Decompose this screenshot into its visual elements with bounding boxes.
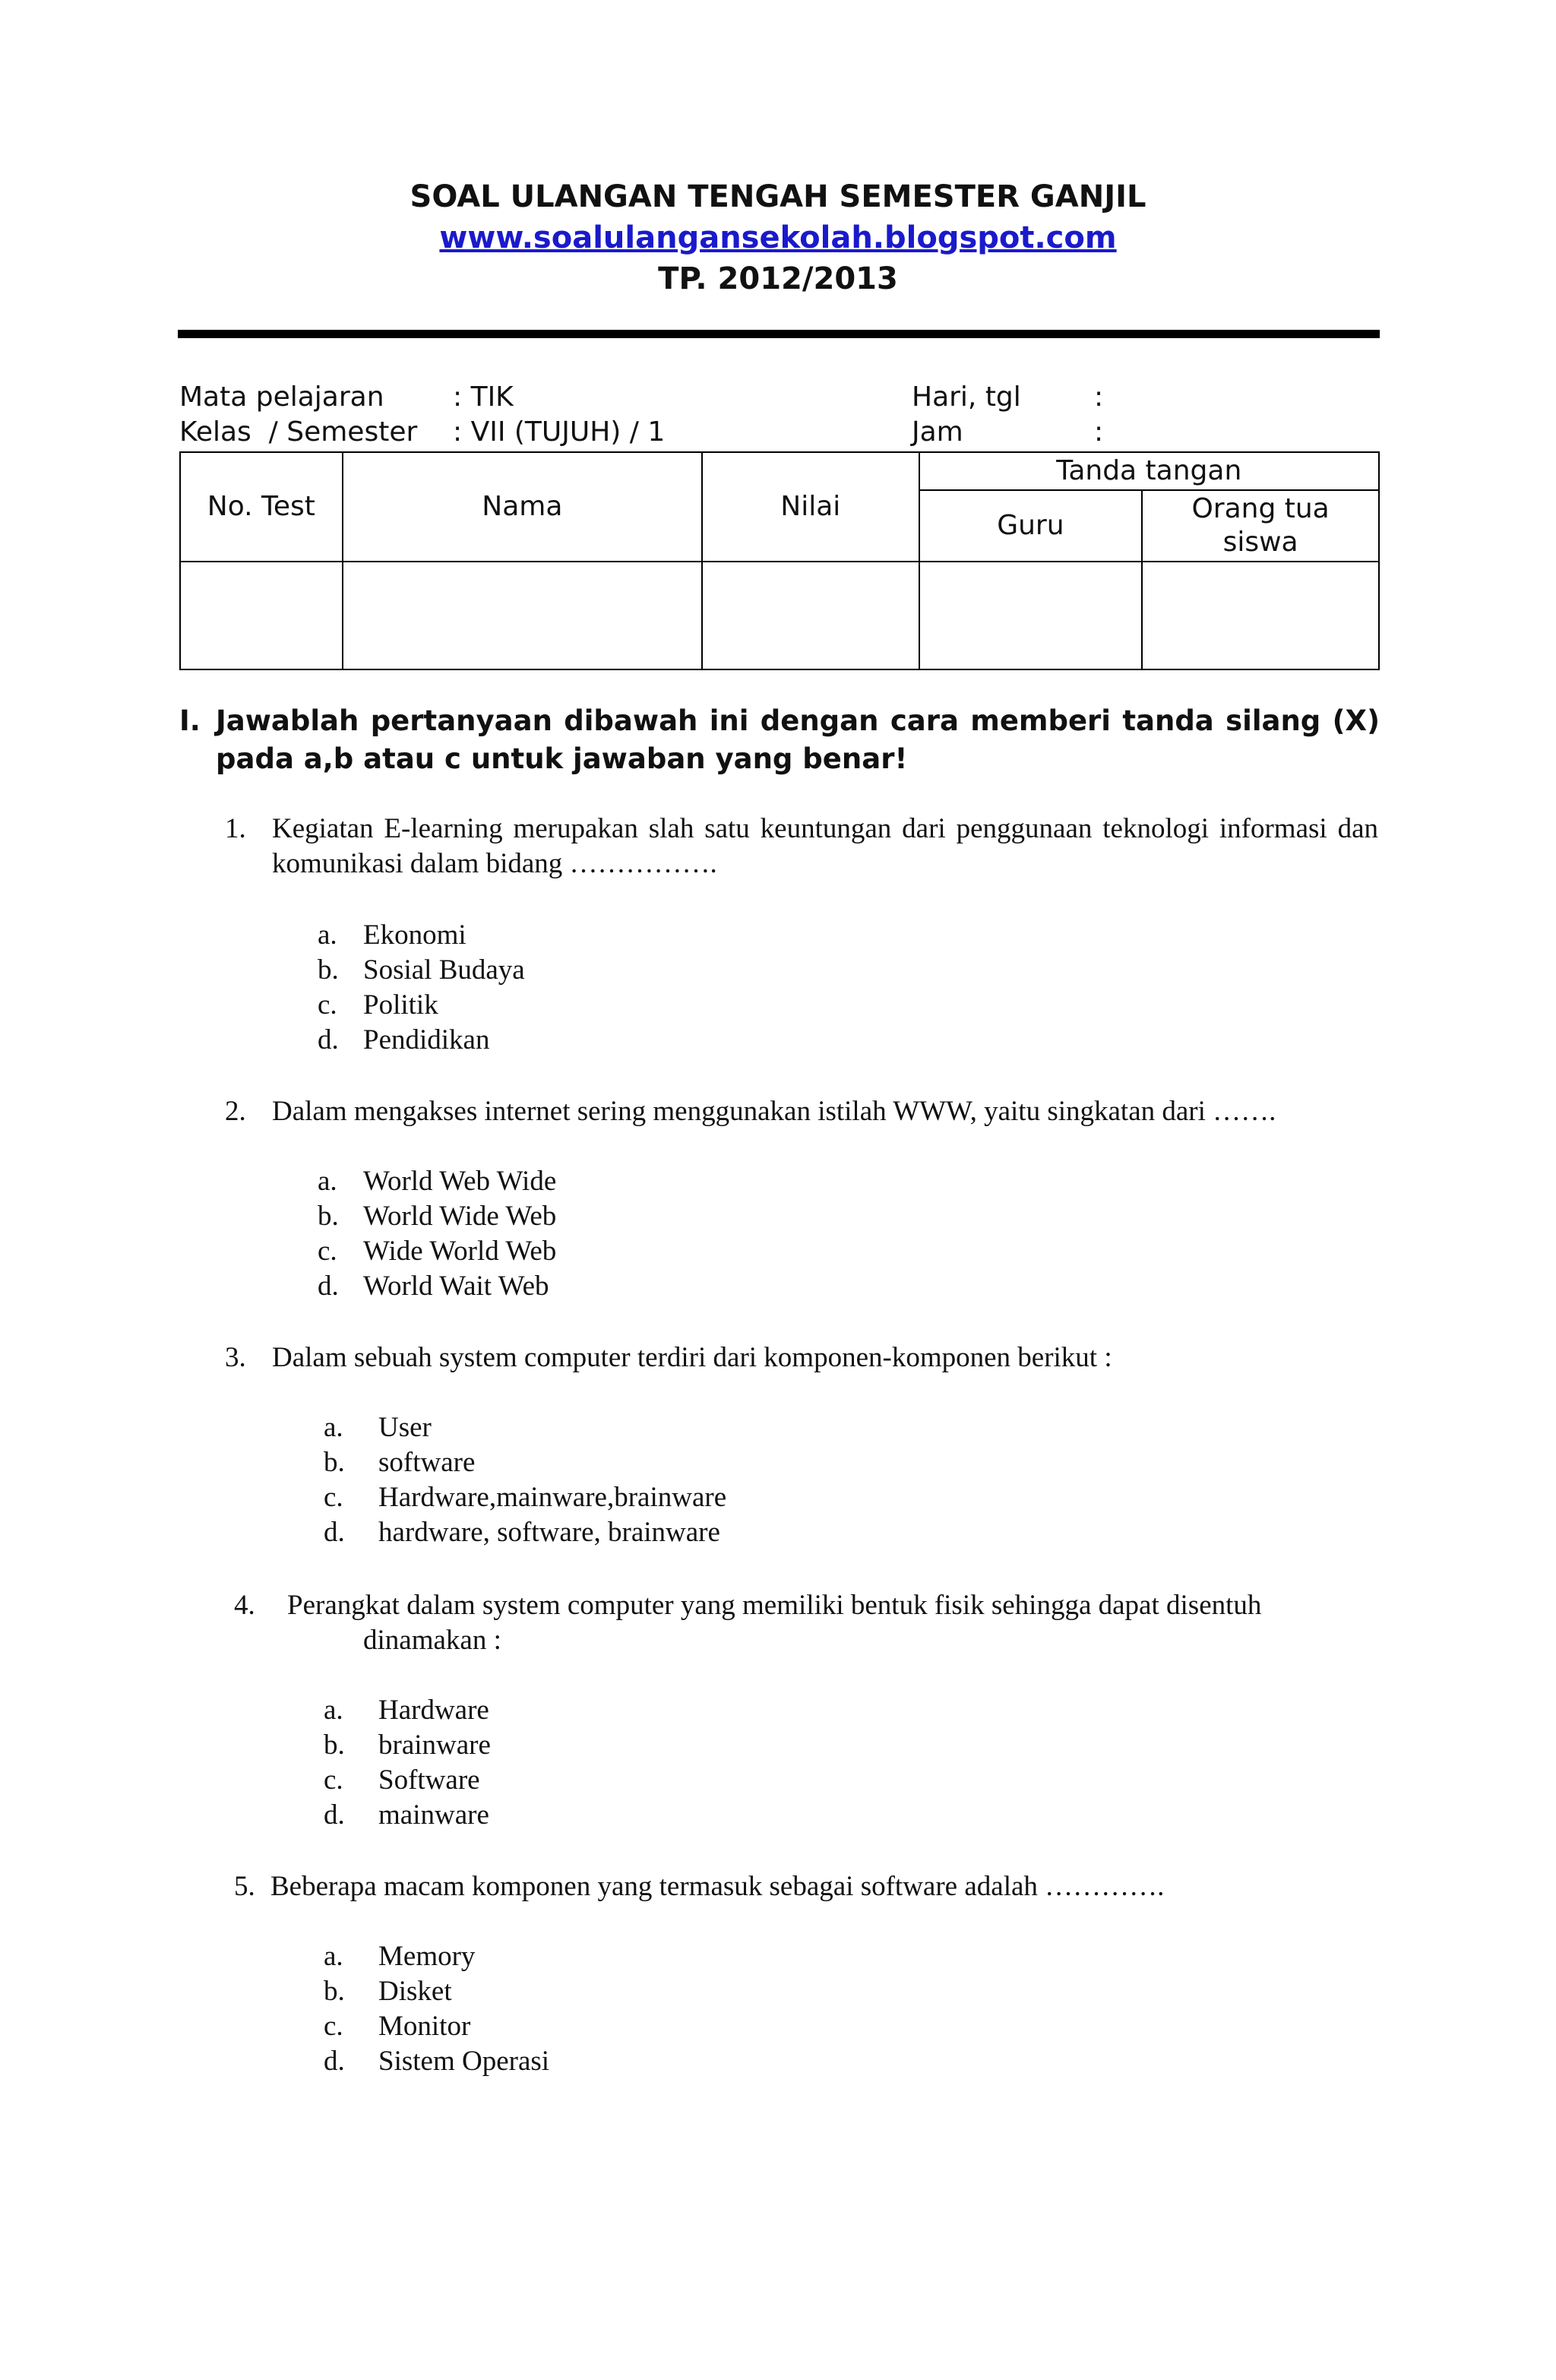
option-text[interactable]: Politik [363, 989, 438, 1021]
name-header: Nama [343, 452, 702, 562]
option-letter: c. [324, 1764, 343, 1796]
option-letter: a. [318, 919, 337, 951]
option-text[interactable]: Monitor [378, 2011, 471, 2042]
parent-signature-header: Orang tua siswa [1142, 490, 1379, 562]
section-numeral: I. [179, 704, 201, 737]
no-test-cell[interactable] [180, 562, 343, 669]
option-text[interactable]: Disket [378, 1976, 452, 2007]
option-text[interactable]: hardware, software, brainware [378, 1517, 720, 1548]
time-label: Jam [912, 416, 963, 448]
option-text[interactable]: brainware [378, 1730, 491, 1761]
option-text[interactable]: Sistem Operasi [378, 2046, 550, 2077]
question-text: Dalam sebuah system computer terdiri dari komponen-komponen berikut : [272, 1342, 1112, 1373]
option-letter: a. [318, 1166, 337, 1197]
score-header: Nilai [702, 452, 919, 562]
school-year: TP. 2012/2013 [658, 261, 898, 296]
option-text[interactable]: Pendidikan [363, 1024, 490, 1055]
question-number: 4. [234, 1590, 255, 1621]
day-date-value: : [1094, 381, 1104, 413]
option-letter: b. [318, 1201, 339, 1232]
time-value: : [1094, 416, 1104, 448]
option-letter: d. [318, 1024, 339, 1055]
option-letter: a. [324, 1412, 343, 1443]
option-text[interactable]: Memory [378, 1941, 476, 1972]
question-number: 1. [225, 813, 246, 844]
section-instruction [179, 702, 1380, 778]
question-number: 5. [234, 1871, 255, 1902]
option-text[interactable]: Software [378, 1764, 480, 1796]
option-letter: c. [324, 2011, 343, 2042]
student-identity-table [179, 451, 1380, 670]
option-text[interactable]: mainware [378, 1799, 489, 1831]
name-cell[interactable] [343, 562, 702, 669]
option-letter: d. [324, 1517, 345, 1548]
option-text[interactable]: Ekonomi [363, 919, 466, 951]
day-date-label: Hari, tgl [912, 381, 1021, 413]
option-letter: b. [324, 1447, 345, 1478]
option-text[interactable]: World Web Wide [363, 1166, 557, 1197]
section-instruction-text: Jawablah pertanyaan dibawah ini dengan cara memberi tanda silang (X) pada a,b atau c untuk jawaban yang benar! [216, 704, 1380, 775]
option-letter: c. [318, 1236, 337, 1267]
option-letter: b. [324, 1730, 345, 1761]
option-letter: b. [318, 954, 339, 986]
question-text-line2: dinamakan : [363, 1625, 501, 1656]
question-text-line1: Perangkat dalam system computer yang memiliki bentuk fisik sehingga dapat disentuh [287, 1590, 1262, 1621]
subject-value: : TIK [453, 381, 514, 413]
signature-header: Tanda tangan [919, 452, 1379, 490]
class-label: Kelas / Semester [179, 416, 418, 448]
question-text: Beberapa macam komponen yang termasuk sebagai software adalah …………. [270, 1871, 1165, 1902]
question-text: Dalam mengakses internet sering menggunakan istilah WWW, yaitu singkatan dari ……. [272, 1096, 1276, 1127]
option-letter: d. [324, 1799, 345, 1831]
option-letter: d. [318, 1271, 339, 1302]
question-number: 2. [225, 1096, 246, 1127]
option-letter: a. [324, 1941, 343, 1972]
parent-signature-cell[interactable] [1142, 562, 1379, 669]
option-letter: c. [324, 1482, 343, 1513]
option-text[interactable]: Sosial Budaya [363, 954, 525, 986]
option-text[interactable]: software [378, 1447, 476, 1478]
website-link[interactable]: www.soalulangansekolah.blogspot.com [439, 220, 1117, 255]
question-text: Kegiatan E-learning merupakan slah satu keuntungan dari penggunaan teknologi informasi dan komunikasi dalam bidang ……………. [272, 813, 1378, 879]
option-text[interactable]: World Wide Web [363, 1201, 557, 1232]
subject-label: Mata pelajaran [179, 381, 384, 413]
teacher-signature-header: Guru [919, 490, 1143, 562]
score-cell[interactable] [702, 562, 919, 669]
header-divider [178, 330, 1380, 338]
option-text[interactable]: Hardware,mainware,brainware [378, 1482, 727, 1513]
option-text[interactable]: User [378, 1412, 432, 1443]
option-text[interactable]: World Wait Web [363, 1271, 549, 1302]
no-test-header: No. Test [180, 452, 343, 562]
question-number: 3. [225, 1342, 246, 1373]
option-text[interactable]: Hardware [378, 1695, 489, 1726]
class-value: : VII (TUJUH) / 1 [453, 416, 666, 448]
teacher-signature-cell[interactable] [919, 562, 1143, 669]
option-letter: d. [324, 2046, 345, 2077]
exam-title: SOAL ULANGAN TENGAH SEMESTER GANJIL [410, 179, 1146, 214]
option-letter: b. [324, 1976, 345, 2007]
option-letter: c. [318, 989, 337, 1021]
option-letter: a. [324, 1695, 343, 1726]
option-text[interactable]: Wide World Web [363, 1236, 557, 1267]
exam-header [0, 176, 1556, 299]
